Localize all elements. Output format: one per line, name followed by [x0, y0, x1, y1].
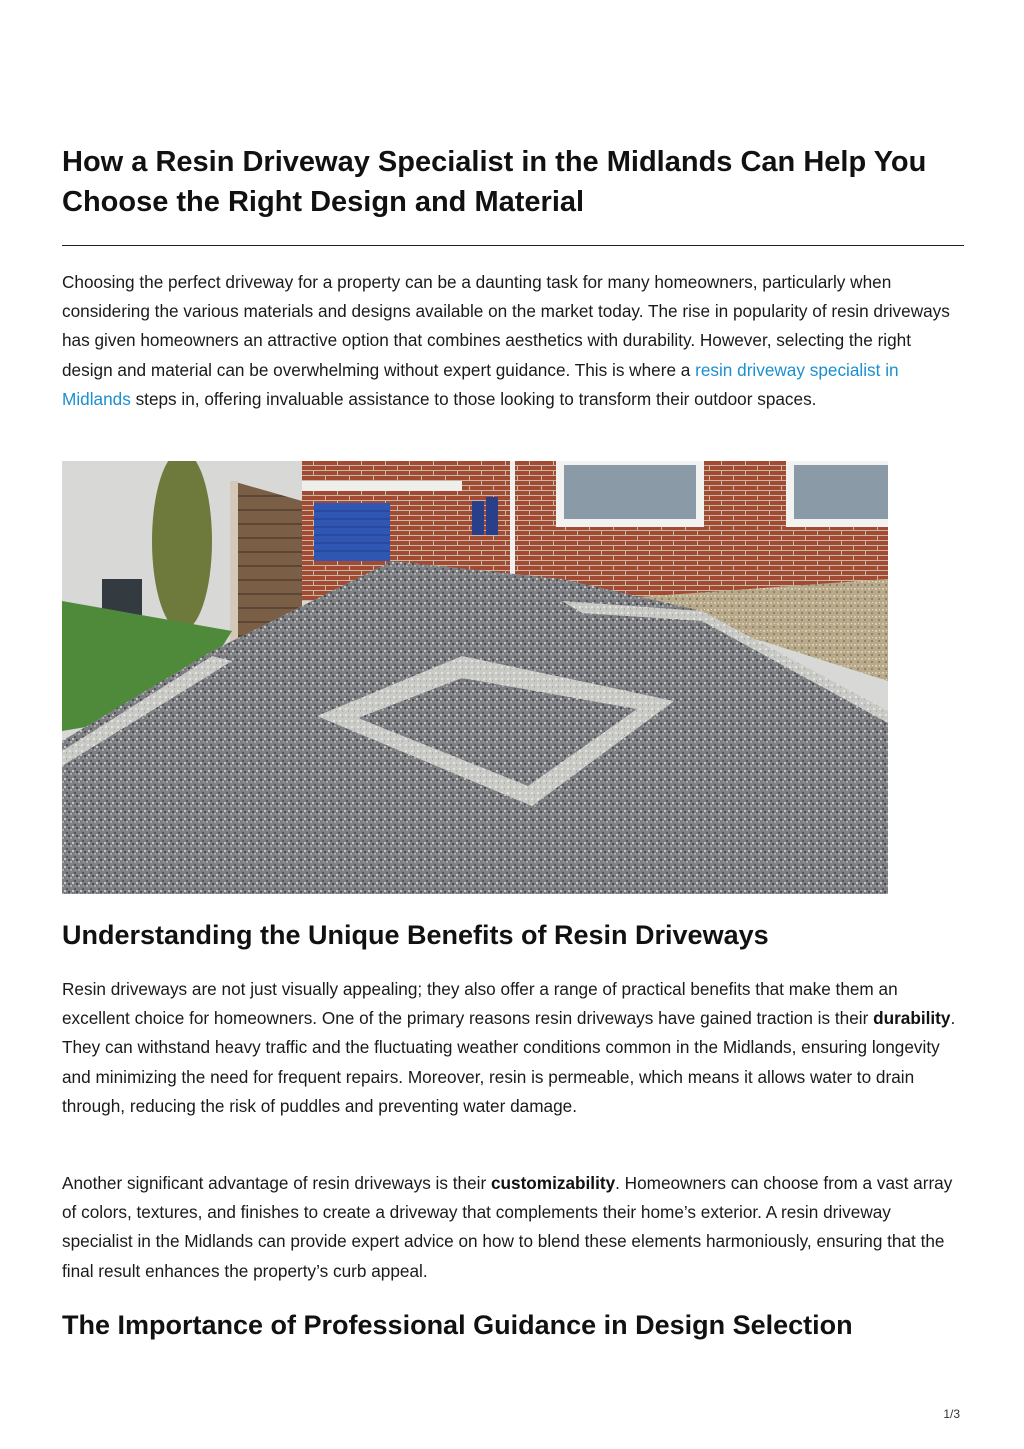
benefits-p1-text: Resin driveways are not just visually appealing; they also offer a range of practical benefits that make them an excellent choice for homeowners. One of the primary reasons resin driveways have gained traction is their	[62, 979, 898, 1029]
section-heading-guidance: The Importance of Professional Guidance in Design Selection	[62, 1310, 853, 1340]
section-heading-benefits: Understanding the Unique Benefits of Resin Driveways	[62, 920, 769, 950]
benefits-paragraph-2	[62, 1169, 962, 1286]
customizability-emphasis: customizability	[490, 1173, 616, 1193]
resin-specialist-link[interactable]: resin driveway specialist in Midlands	[62, 359, 899, 409]
intro-text-before-link: Choosing the perfect driveway for a property can be a daunting task for many homeowners, particularly when considering the various materials and designs available on the market today. The rise in popularity of resin driveways has given homeowners an attractive option that combines aesthetics with durability. However, selecting the right design and material can be overwhelming without expert guidance. This is where a	[62, 272, 950, 380]
resin-driveway-photo	[62, 461, 888, 894]
article-title: How a Resin Driveway Specialist in the Midlands Can Help You Choose the Right Design and Material	[62, 146, 927, 218]
durability-emphasis: durability	[873, 1008, 951, 1029]
benefits-p2-text-end: . Homeowners can choose from a vast array of colors, textures, and finishes to create a driveway that complements their home’s exterior. A resin driveway specialist in the Midlands can provide expert advice on how to blend these elements harmoniously, ensuring that the final result enhances the property’s curb appeal.	[62, 1173, 953, 1281]
title-divider	[62, 245, 964, 246]
benefits-p2-text: Another significant advantage of resin driveways is their	[62, 1173, 491, 1193]
intro-text-after-link: steps in, offering invaluable assistance to those looking to transform their outdoor spaces.	[130, 388, 817, 409]
benefits-p1-text-end: . They can withstand heavy traffic and the fluctuating weather conditions common in the Midlands, ensuring longevity and minimizing the need for frequent repairs. Moreover, resin is permeable, which means it allows water to drain through, reducing the risk of puddles and preventing water damage.	[62, 1008, 956, 1116]
benefits-paragraph-1	[62, 975, 962, 1121]
intro-paragraph	[62, 268, 962, 414]
page-number: 1/3	[943, 1407, 960, 1421]
